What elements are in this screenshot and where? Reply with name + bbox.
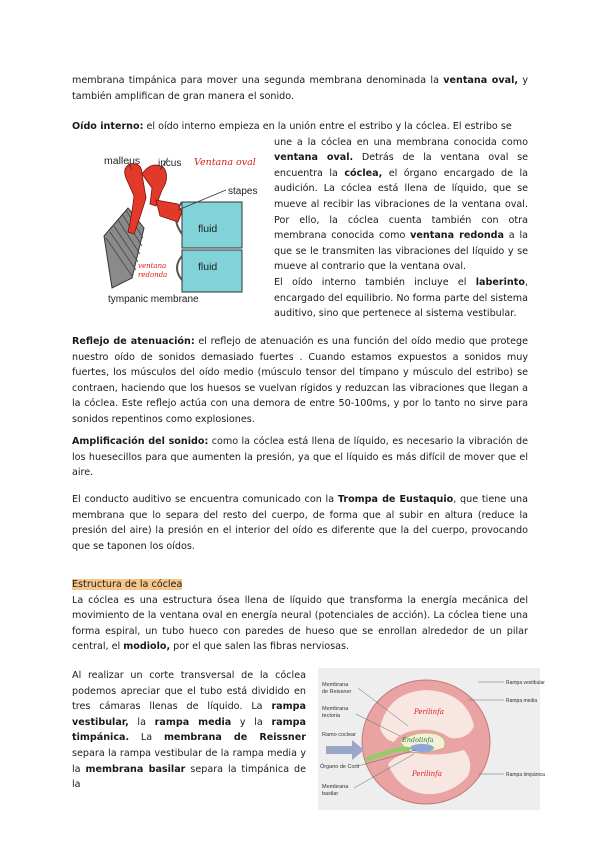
text-run: Al realizar un corte transversal de la cóclea podemos apreciar que el tubo está dividido en tres cámaras llenas de líquido. La (72, 670, 306, 713)
text-run: separa la rampa vestibular de la rampa media y la (72, 747, 306, 775)
label-fluid-lower: fluid (198, 261, 218, 273)
label-organo-corti: Órgano de Corti (320, 764, 360, 770)
round-window (177, 256, 182, 280)
label-rampa-timpanica: Rampa timpánica (506, 772, 545, 778)
bold-term: ventana oval, (443, 75, 519, 86)
bold-term: cóclea, (344, 167, 383, 179)
cochlea-cross-section-diagram (318, 668, 545, 810)
section-heading-reflejo: Reflejo de atenuación: (72, 336, 195, 347)
arrow-indicator (326, 740, 364, 760)
ear-ossicles-diagram (86, 138, 264, 308)
section-heading-amplificacion: Amplificación del sonido: (72, 436, 209, 447)
bold-term: rampa timpánica. (72, 716, 306, 744)
label-incus: incus (158, 158, 182, 169)
label-fluid-upper: fluid (198, 223, 218, 235)
label-malleus: malleus (104, 155, 141, 167)
bold-term: ventana oval. (274, 152, 354, 164)
paragraph-reflejo (72, 334, 528, 428)
label-endolinfa: Endolinfa (402, 736, 434, 744)
bold-term: Trompa de Eustaquio (337, 494, 454, 505)
label-ventana-redonda-1: ventana (138, 262, 167, 270)
label-rampa-media: Rampa media (506, 698, 538, 704)
bold-term: modiolo, (123, 641, 171, 653)
inner-ear-body (274, 135, 528, 322)
label-basilar-1: Membrana (322, 784, 349, 790)
paragraph-corte (72, 668, 306, 793)
text-run: el reflejo de atenuación es una función del oído medio que protege nuestro oído de sonidos demasiado fuertes . Cuando estamos expuestos a sonidos muy fuertes, los músculos del oído medio (músculo tensor del tímpano y músculo del estribo) se contraen, haciendo que los huesos se vuelvan rígidos y reduzcan las vibraciones que llegan a la cóclea. Este reflejo actúa con una demora de entre 50-100ms, y por lo tanto no sirve para sonidos repentinos como explosiones. (72, 336, 528, 425)
text-run: membrana timpánica para mover una segunda membrana denominada la (72, 75, 444, 86)
label-ventana-redonda-2: redonda (138, 271, 168, 279)
text-run: , que tiene una membrana que lo separa del resto del cuerpo, de forma que al subir en altura (reduce la presión del aire) la presión en el interior del oído es diferente que la del cuerpo, provocando que se taponen los oídos. (72, 494, 529, 552)
text-run: La cóclea es una estructura ósea llena de líquido que transforma la energía mecánica del movimiento de la ventana oval en energía neural (potenciales de acción). La cóclea tiene una forma espiral, un tubo hueco con paredes de hueso que se enrollan alrededor de un pilar central, el (72, 594, 528, 653)
section-heading-inner-ear: Oído interno: (72, 121, 144, 132)
label-rampa-vestibular: Rampa vestibular (506, 680, 545, 686)
text-run: El conducto auditivo se encuentra comunicado con la (72, 494, 338, 505)
text-run: une a la cóclea en una membrana conocida como (274, 136, 528, 148)
text-run: y la (231, 716, 272, 728)
text-run: La (129, 732, 164, 744)
inner-ear-intro (72, 119, 528, 135)
stapes-bone (156, 200, 182, 222)
heading-row (72, 577, 528, 593)
bold-term: membrana de Reissner (163, 732, 307, 744)
text-run: como la cóclea está llena de líquido, es necesario la vibración de los huesecillos para que aumenten la presión, ya que el líquido es más difícil de mover que el aire. (72, 436, 528, 479)
label-stapes: stapes (228, 186, 258, 197)
label-tympanic-membrane: tympanic membrane (108, 294, 199, 305)
paragraph-ventana-oval (72, 73, 528, 104)
paragraph-amplificacion (72, 434, 528, 481)
bold-term: ventana redonda (410, 230, 505, 242)
ear-diagram-svg (86, 138, 264, 308)
bold-term: rampa vestibular, (72, 701, 306, 728)
text-run: separa la timpánica de la (72, 763, 306, 791)
text-run: el órgano encargado de la audición. La cóclea está llena de líquido, que se mueve al recibir las vibraciones de la ventana oval. Por ello, la cóclea cuenta también con otra membrana conocida como (274, 167, 528, 242)
label-reissner-1: Membrana (322, 682, 349, 688)
bold-term: laberinto (475, 276, 525, 288)
label-basilar-2: basilar (322, 791, 339, 797)
label-tectoria-2: tectoria (322, 713, 341, 719)
text-run: y también amplifican de gran manera el sonido. (72, 75, 528, 102)
section-heading-estructura: Estructura de la cóclea (72, 579, 183, 590)
label-tectoria-1: Membrana (322, 706, 349, 712)
label-perilinfa-top: Perilinfa (414, 708, 444, 716)
label-ramo-coclear: Ramo coclear (322, 732, 356, 738)
text-run: la (128, 716, 155, 728)
bold-term: rampa media (154, 716, 232, 728)
text-run: Detrás de la ventana oval se encuentra la (274, 152, 528, 179)
paragraph-estructura (72, 593, 528, 655)
label-ventana-oval: Ventana oval (194, 157, 256, 168)
bold-term: membrana basilar (85, 763, 186, 775)
text-run: el oído interno empieza en la unión entre el estribo y la cóclea. El estribo se (143, 121, 512, 132)
text-run: por el que salen las fibras nerviosas. (170, 641, 350, 653)
text-run: a la que se le transmiten las vibraciones del líquido y se mueve al contrario que la ventana oval. (274, 230, 528, 273)
label-reissner-2: de Reissner (322, 689, 352, 695)
paragraph-trompa (72, 492, 528, 554)
text-run: , encargado del equilibrio. No forma parte del sistema auditivo, sino que pertenece al sistema vestibular. (274, 276, 528, 320)
label-perilinfa-bottom: Perilinfa (412, 770, 442, 778)
text-run: El oído interno también incluye el (274, 276, 476, 288)
cochlea-diagram-svg (318, 668, 545, 810)
